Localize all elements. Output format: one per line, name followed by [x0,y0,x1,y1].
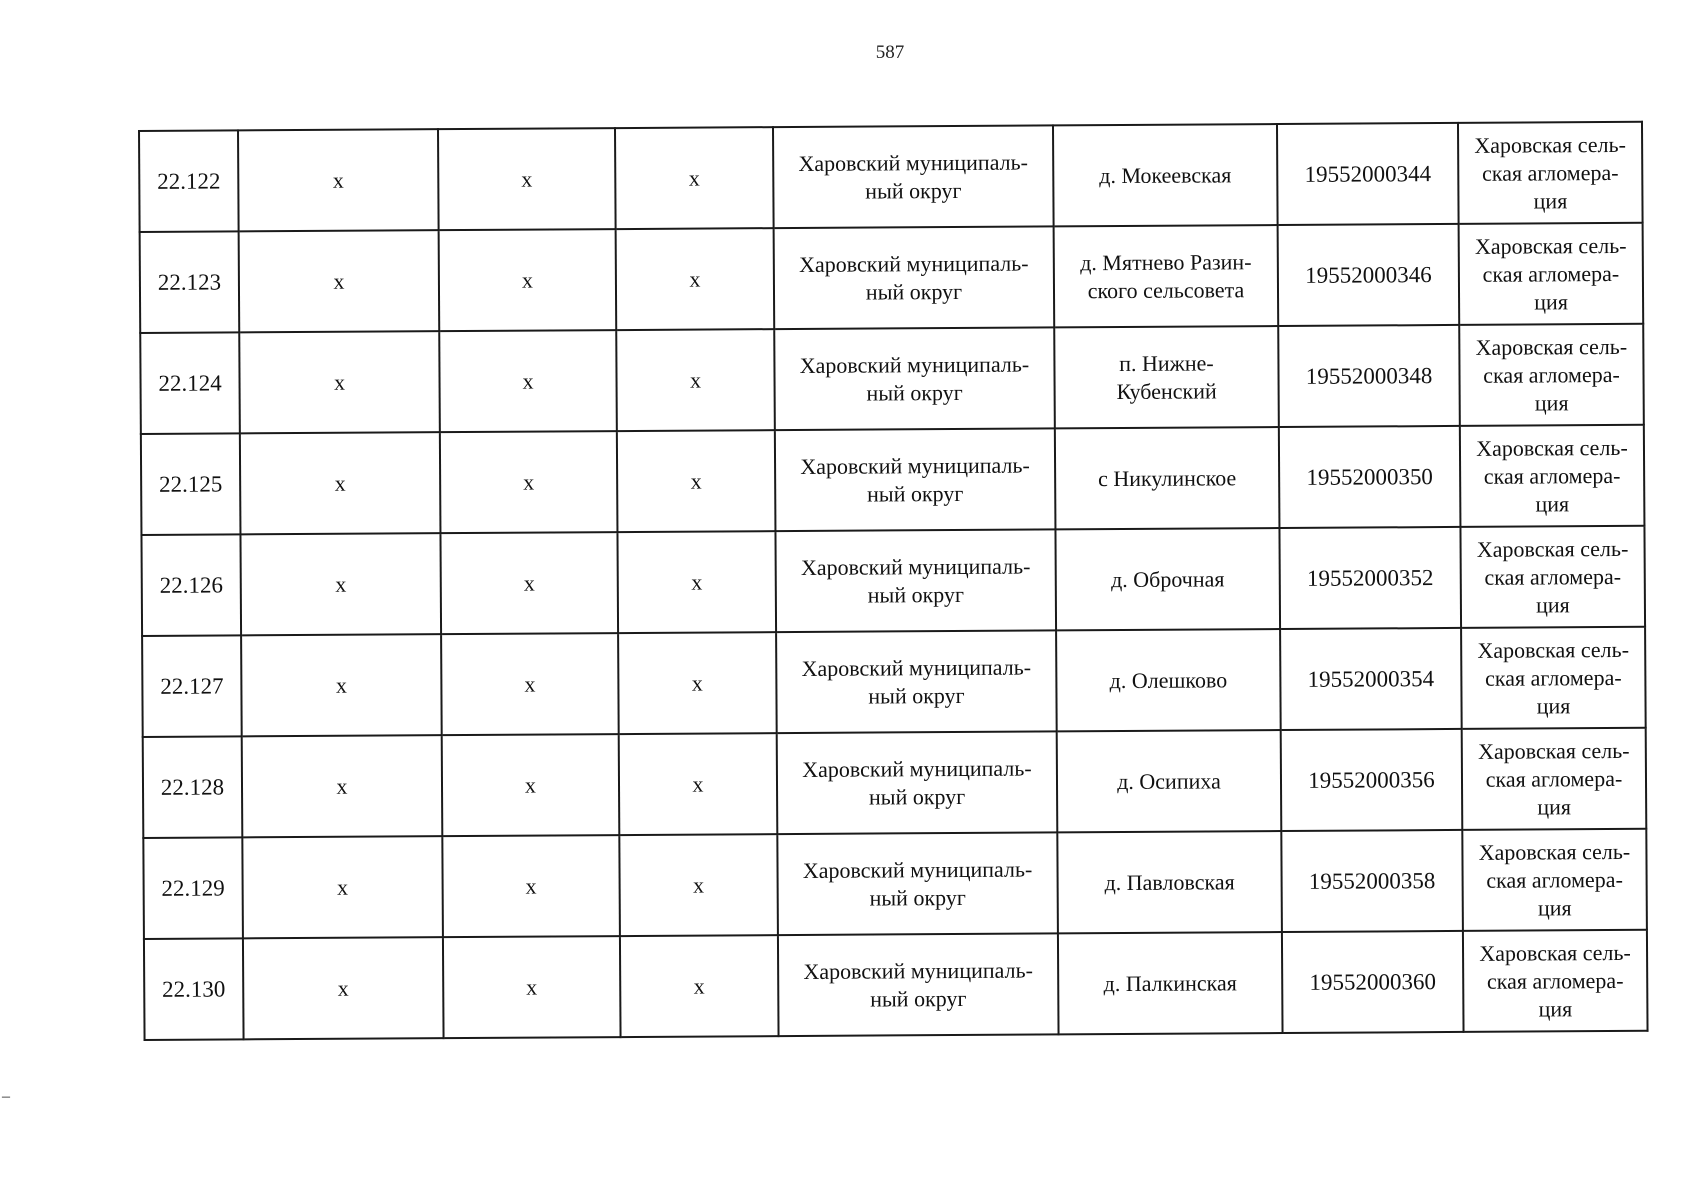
cell-agglomeration: Харовская сель- ская агломера- ция [1460,526,1645,628]
cell-col4: х [619,834,778,936]
cell-district: Харовский муниципаль- ный округ [774,226,1055,329]
cell-district: Харовский муниципаль- ный округ [778,933,1059,1036]
cell-agglomeration: Харовская сель- ская агломера- ция [1462,829,1647,931]
cell-col3: х [440,532,618,634]
cell-oktmo-code: 19552000350 [1279,426,1461,528]
table-body [139,122,1648,1040]
cell-col2: х [241,634,442,736]
table-row [141,526,1645,636]
cell-agglomeration: Харовская сель- ская агломера- ция [1459,223,1644,325]
cell-district: Харовский муниципаль- ный округ [776,630,1057,733]
cell-col3: х [439,330,617,432]
cell-settlement: д. Мятнево Разин- ского сельсовета [1054,225,1279,327]
table-row [142,627,1646,737]
cell-col4: х [619,733,778,835]
cell-col3: х [439,229,617,331]
cell-col4: х [616,329,775,431]
cell-col2: х [240,432,441,534]
cell-district: Харовский муниципаль- ный округ [777,832,1058,935]
table-row [144,930,1648,1040]
page-number: 587 [875,42,905,63]
cell-number: 22.129 [143,837,243,939]
cell-number: 22.126 [141,534,241,636]
cell-settlement: д. Осипиха [1057,730,1282,832]
cell-oktmo-code: 19552000344 [1277,123,1459,225]
cell-oktmo-code: 19552000358 [1281,830,1463,932]
cell-district: Харовский муниципаль- ный округ [775,428,1056,531]
cell-agglomeration: Харовская сель- ская агломера- ция [1462,728,1647,830]
cell-agglomeration: Харовская сель- ская агломера- ция [1463,930,1648,1032]
cell-oktmo-code: 19552000348 [1278,325,1460,427]
cell-settlement: д. Олешково [1056,629,1281,731]
table-row [140,223,1644,333]
settlements-table [138,121,1649,1041]
cell-settlement: д. Мокеевская [1053,124,1278,226]
cell-col4: х [618,632,777,734]
cell-oktmo-code: 19552000356 [1281,729,1463,831]
cell-oktmo-code: 19552000354 [1280,628,1462,730]
cell-col2: х [242,836,443,938]
table-row [143,829,1647,939]
cell-district: Харовский муниципаль- ный округ [777,731,1058,834]
cell-number: 22.128 [143,736,243,838]
cell-col2: х [239,331,440,433]
cell-col4: х [617,531,776,633]
cell-col2: х [239,230,440,332]
cell-number: 22.125 [141,433,241,535]
cell-col2: х [240,533,441,635]
cell-district: Харовский муниципаль- ный округ [773,125,1054,228]
cell-col3: х [442,835,620,937]
cell-oktmo-code: 19552000346 [1278,224,1460,326]
cell-settlement: д. Павловская [1057,831,1282,933]
table-row [139,122,1643,232]
settlements-table-container [138,121,1647,1041]
cell-col4: х [617,430,776,532]
cell-number: 22.130 [144,938,244,1040]
cell-number: 22.122 [139,130,239,232]
table-row [141,425,1645,535]
cell-number: 22.127 [142,635,242,737]
table-row [143,728,1647,838]
cell-settlement: с Никулинское [1055,427,1280,529]
cell-settlement: д. Оброчная [1055,528,1280,630]
cell-col4: х [616,228,775,330]
cell-number: 22.123 [140,231,240,333]
cell-col2: х [243,937,444,1039]
cell-number: 22.124 [140,332,240,434]
cell-col2: х [242,735,443,837]
cell-col2: х [238,129,439,231]
cell-agglomeration: Харовская сель- ская агломера- ция [1461,627,1646,729]
cell-agglomeration: Харовская сель- ская агломера- ция [1459,324,1644,426]
margin-mark: – [2,1088,10,1105]
cell-col3: х [440,431,618,533]
cell-agglomeration: Харовская сель- ская агломера- ция [1458,122,1643,224]
table-row [140,324,1644,434]
cell-district: Харовский муниципаль- ный округ [774,327,1055,430]
cell-col4: х [620,935,779,1037]
cell-col3: х [442,734,620,836]
cell-agglomeration: Харовская сель- ская агломера- ция [1460,425,1645,527]
cell-col3: х [443,936,621,1038]
cell-settlement: д. Палкинская [1058,932,1283,1034]
cell-oktmo-code: 19552000352 [1279,527,1461,629]
cell-col4: х [615,127,774,229]
cell-settlement: п. Нижне- Кубенский [1054,326,1279,428]
cell-col3: х [441,633,619,735]
cell-district: Харовский муниципаль- ный округ [775,529,1056,632]
cell-col3: х [438,128,616,230]
cell-oktmo-code: 19552000360 [1282,931,1464,1033]
